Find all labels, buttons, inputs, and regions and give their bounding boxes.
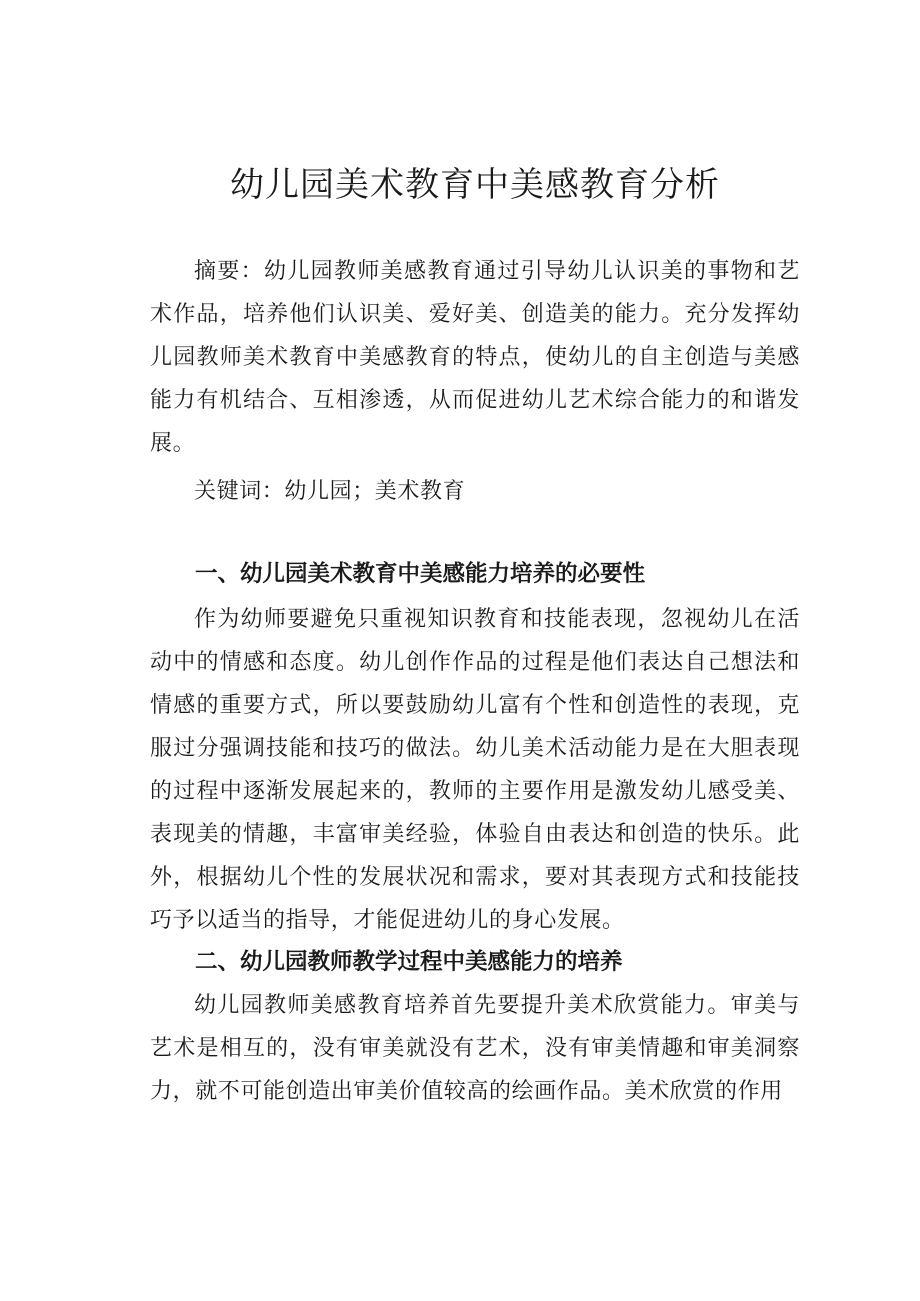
section-heading-1: 一、幼儿园美术教育中美感能力培养的必要性 — [195, 561, 646, 587]
document-title: 幼儿园美术教育中美感教育分析 — [230, 165, 720, 205]
section-body-2: 幼儿园教师美感教育培养首先要提升美术欣赏能力。审美与艺术是相互的，没有审美就没有艺术，没有审美情趣和审美洞察力，就不可能创造出审美价值较高的绘画作品。美术欣赏的作用 — [150, 993, 800, 1104]
section-body-1: 作为幼师要避免只重视知识教育和技能表现，忽视幼儿在活动中的情感和态度。幼儿创作作品的过程是他们表达自己想法和情感的重要方式，所以要鼓励幼儿富有个性和创造性的表现，克服过分强调技能和技巧的做法。幼儿美术活动能力是在大胆表现的过程中逐渐发展起来的，教师的主要作用是激发幼儿感受美、表现美的情趣，丰富审美经验，体验自由表达和创造的快乐。此外，根据幼儿个性的发展状况和需求，要对其表现方式和技能技巧予以适当的指导，才能促进幼儿的身心发展。 — [150, 607, 800, 933]
abstract-paragraph: 摘要：幼儿园教师美感教育通过引导幼儿认识美的事物和艺术作品，培养他们认识美、爱好美、创造美的能力。充分发挥幼儿园教师美术教育中美感教育的特点，使幼儿的自主创造与美感能力有机结合、互相渗透，从而促进幼儿艺术综合能力的和谐发展。 — [150, 259, 800, 456]
section-heading-2: 二、幼儿园教师教学过程中美感能力的培养 — [195, 949, 623, 975]
keywords-line: 关键词：幼儿园；美术教育 — [194, 479, 466, 504]
